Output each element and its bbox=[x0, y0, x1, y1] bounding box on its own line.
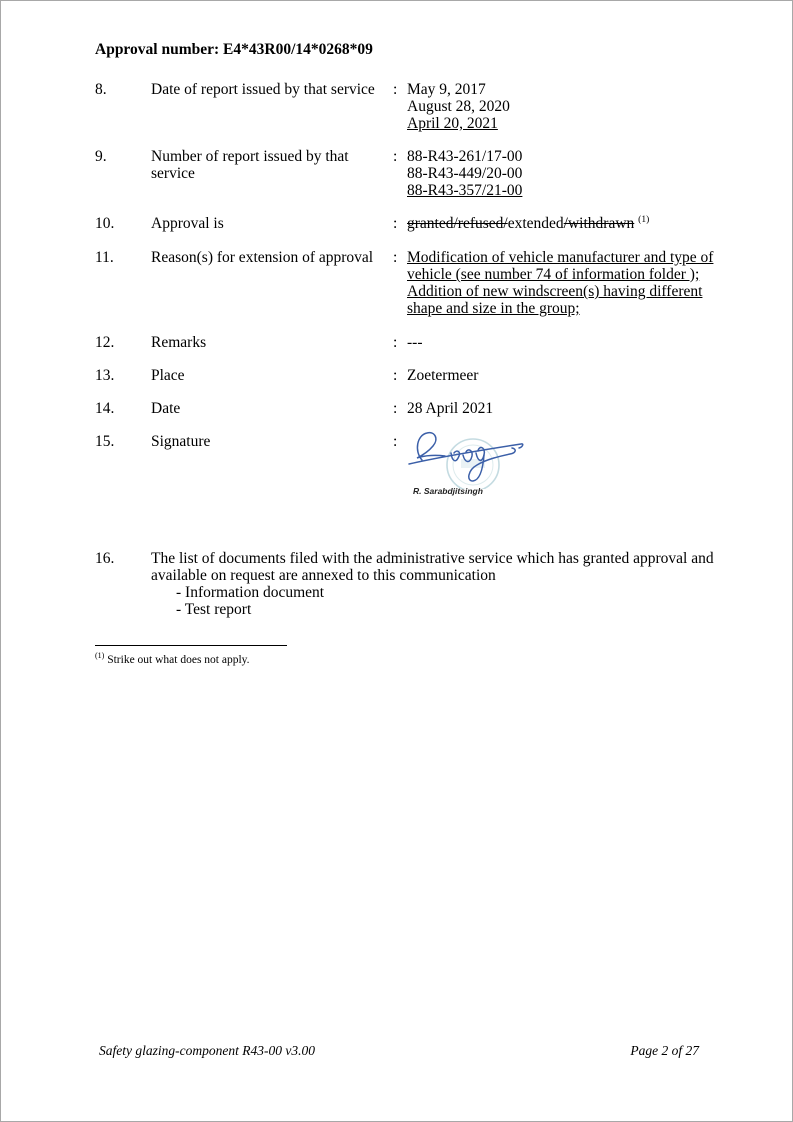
date-value: 28 April 2021 bbox=[407, 400, 494, 417]
item-12-row bbox=[95, 334, 711, 351]
report-date-3: April 20, 2021 bbox=[407, 115, 498, 132]
item-label: Place bbox=[151, 367, 185, 384]
item-colon: : bbox=[393, 81, 398, 98]
item-10-row bbox=[95, 215, 711, 232]
item-colon: : bbox=[393, 400, 398, 417]
item-colon: : bbox=[393, 148, 398, 165]
item-9-row bbox=[95, 148, 711, 199]
report-number-1: 88-R43-261/17-00 bbox=[407, 148, 523, 165]
item-number: 13. bbox=[95, 367, 115, 384]
document-list-item: - Information document bbox=[176, 584, 325, 601]
item-number: 14. bbox=[95, 400, 115, 417]
item-15-row bbox=[95, 433, 711, 500]
document-list-item: - Test report bbox=[176, 601, 252, 618]
item-body bbox=[151, 550, 714, 618]
extension-reason-line-3: Addition of new windscreen(s) having different bbox=[407, 283, 703, 300]
documents-text-line-2: available on request are annexed to this communication bbox=[151, 567, 496, 584]
footnote bbox=[95, 645, 287, 667]
documents-text-line-1: The list of documents filed with the administrative service which has granted approval and bbox=[151, 550, 714, 567]
approval-status-struck-prefix: granted/refused/ bbox=[407, 215, 508, 232]
footnote-text-line bbox=[95, 653, 287, 667]
approval-status-value bbox=[407, 215, 711, 232]
item-number: 15. bbox=[95, 433, 115, 450]
extension-reason-line-1: Modification of vehicle manufacturer and type of bbox=[407, 249, 714, 266]
item-values bbox=[407, 249, 713, 317]
documents-list bbox=[176, 584, 714, 618]
item-label: Date bbox=[151, 400, 181, 417]
item-11-row bbox=[95, 249, 714, 317]
item-number: 9. bbox=[95, 148, 107, 165]
item-16-row bbox=[95, 550, 714, 618]
signature-image bbox=[407, 425, 525, 489]
footnote-marker: (1) bbox=[95, 651, 105, 661]
footnote-text: Strike out what does not apply. bbox=[107, 654, 250, 666]
item-label: Date of report issued by that service bbox=[151, 81, 375, 98]
item-values bbox=[407, 148, 711, 199]
item-colon: : bbox=[393, 249, 398, 266]
report-date-1: May 9, 2017 bbox=[407, 81, 486, 98]
item-8-row bbox=[95, 81, 711, 132]
item-label: Signature bbox=[151, 433, 211, 450]
footer-page-number: Page 2 of 27 bbox=[630, 1043, 699, 1058]
item-colon: : bbox=[393, 433, 398, 450]
report-date-2: August 28, 2020 bbox=[407, 98, 510, 115]
item-label: Approval is bbox=[151, 215, 224, 232]
item-13-row bbox=[95, 367, 711, 384]
place-value: Zoetermeer bbox=[407, 367, 479, 384]
signatory-name: R. Sarabdjitsingh bbox=[413, 486, 483, 496]
item-colon: : bbox=[393, 367, 398, 384]
footnote-reference: (1) bbox=[638, 214, 650, 225]
item-number: 8. bbox=[95, 81, 107, 98]
page-footer bbox=[99, 1042, 699, 1059]
extension-reason-line-2: vehicle (see number 74 of information folder ); bbox=[407, 266, 700, 283]
item-values bbox=[407, 81, 711, 132]
item-colon: : bbox=[393, 215, 398, 232]
item-14-row bbox=[95, 400, 711, 417]
approval-number-heading: Approval number: E4*43R00/14*0268*09 bbox=[95, 41, 373, 58]
footnote-divider bbox=[95, 645, 287, 646]
item-label: Remarks bbox=[151, 334, 207, 351]
item-number: 16. bbox=[95, 550, 115, 567]
item-number: 10. bbox=[95, 215, 115, 232]
extension-reason-line-4: shape and size in the group; bbox=[407, 300, 580, 317]
item-label: Reason(s) for extension of approval bbox=[151, 249, 374, 266]
approval-status-kept: extended bbox=[507, 215, 564, 232]
report-number-2: 88-R43-449/20-00 bbox=[407, 165, 523, 182]
footer-document-id: Safety glazing-component R43-00 v3.00 bbox=[99, 1043, 315, 1058]
item-number: 11. bbox=[95, 249, 114, 266]
document-content bbox=[95, 41, 714, 618]
item-colon: : bbox=[393, 334, 398, 351]
remarks-value: --- bbox=[407, 334, 423, 351]
report-number-3: 88-R43-357/21-00 bbox=[407, 182, 523, 199]
item-number: 12. bbox=[95, 334, 115, 351]
approval-status-struck-suffix: /withdrawn bbox=[563, 215, 635, 232]
item-label: Number of report issued by that service bbox=[151, 148, 349, 182]
signature-block bbox=[407, 425, 711, 500]
